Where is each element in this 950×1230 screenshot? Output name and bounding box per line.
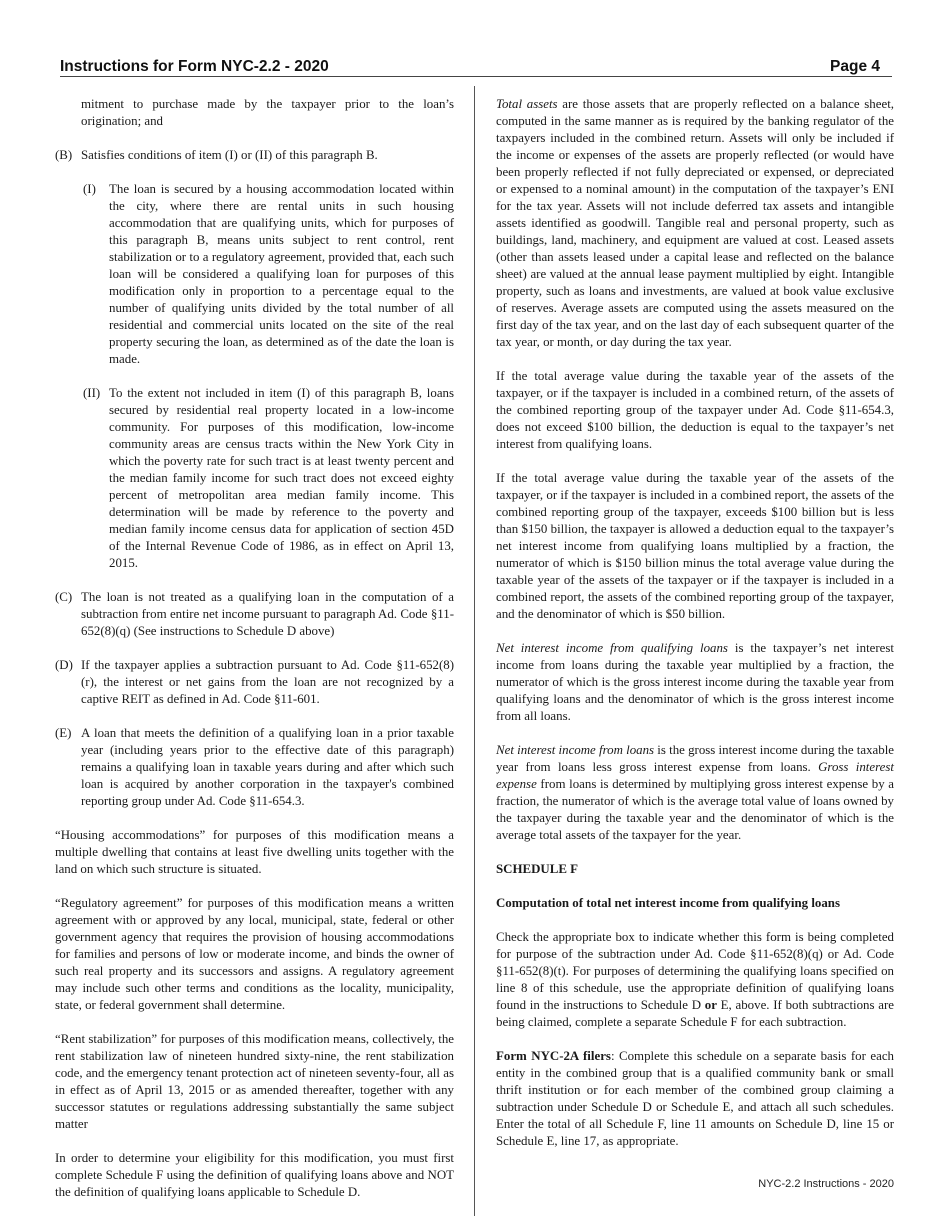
term: Form NYC-2A filers xyxy=(496,1049,611,1063)
item-label: (II) xyxy=(83,386,101,400)
left-column xyxy=(55,96,454,1218)
text: E, above. If both subtractions are being claimed, complete a separate Schedule F for each subtraction. xyxy=(496,998,894,1029)
term: Net interest income from qualifying loans xyxy=(496,641,728,655)
net-interest-loans-paragraph xyxy=(496,742,894,844)
schedule-title: SCHEDULE F xyxy=(496,862,579,876)
check-box-paragraph xyxy=(496,929,894,1031)
header-rule xyxy=(60,76,892,77)
page-header xyxy=(60,58,892,78)
term: Total assets xyxy=(496,97,558,111)
housing-accommodations-paragraph: “Housing accommodations” for purposes of this modification means a multiple dwelling that contains at least five dwelling units together with the land on which such structure is situated. xyxy=(55,828,454,876)
item-label: (C) xyxy=(55,590,73,604)
threshold-150-paragraph: If the total average value during the taxable year of the assets of the taxpayer, or if the taxpayer is included in a combined report, the assets of the combined reporting group of the taxpayer, exceeds $100 billion but is less than $150 billion, the taxpayer is allowed a deduction equal to the taxpayer’s net interest income from qualifying loans multiplied by a fraction, the numerator of which is $150 billion minus the total average value during the taxable year of the assets of the taxpayer or if the taxpayer is included in a combined report, the assets of the combined reporting group of the taxpayer, and the denominator of which is $50 billion. xyxy=(496,471,894,621)
emphasis: or xyxy=(704,998,717,1012)
schedule-subtitle: Computation of total net interest income from qualifying loans xyxy=(496,896,840,910)
item-text: The loan is secured by a housing accommodation located within the city, where there are rental units in such housing accommodation that are qualifying units, which for purposes of this paragraph B, means units subject to rent control, rent stabilization or to a regulatory agreement, provided that, each such loan will be considered a qualifying loan for purposes of this modification only in proportion to a percentage equal to the number of qualifying units divided by the total number of all residential and commercial units located on the site of the real property securing the loan, as determined as of the date the loan is made. xyxy=(109,182,454,366)
item-label: (I) xyxy=(83,182,96,196)
item-text: A loan that meets the definition of a qualifying loan in a prior taxable year (including years prior to the effective date of this paragraph) remains a qualifying loan in taxable years during and after which such loan is acquired by another corporation in the taxpayer's combined reporting group under Ad. Code §11-654.3. xyxy=(81,726,454,808)
threshold-100-paragraph: If the total average value during the taxable year of the assets of the taxpayer, or if the taxpayer is included in a combined return, of the assets of the combined reporting group of the taxpayer under Ad. Code §11-654.3, does not exceed $100 billion, the deduction is equal to the taxpayer’s net interest from qualifying loans. xyxy=(496,369,894,451)
filers-paragraph xyxy=(496,1048,894,1150)
item-b-ii xyxy=(55,385,454,572)
text: from loans is determined by multiplying gross interest expense by a fraction, the numerator of which is the average total value of loans owned by the taxpayer during the taxable year and the denominator of which is the average total assets of the taxpayer for the year. xyxy=(496,777,894,842)
item-a-continuation: mitment to purchase made by the taxpayer prior to the loan’s origination; and xyxy=(81,97,454,128)
text: Check the appropriate box to indicate whether this form is being completed for purpose of the subtraction under Ad. Code §11-652(8)(q) or Ad. Code §11-652(8)(t). For purposes of determining the qualifying loans specified on line 8 of this schedule, use the appropriate definition of qualifying loans found in the instructions to Schedule D xyxy=(496,930,894,1012)
total-assets-paragraph xyxy=(496,96,894,351)
rent-stabilization-paragraph: “Rent stabilization” for purposes of this modification means, collectively, the rent stabilization law of nineteen hundred sixty-nine, the rent stabilization code, and the emergency tenant protection act of nineteen seventy-four, all as in effect as of April 13, 2015 or as amended thereafter, together with any successor statutes or regulations addressing substantially the same subject matter xyxy=(55,1032,454,1131)
column-divider xyxy=(474,86,475,1216)
term: Gross interest expense xyxy=(496,760,894,791)
eligibility-paragraph: In order to determine your eligibility for this modification, you must first complete Schedule F using the definition of qualifying loans above and NOT the definition of qualifying loans applicable to Schedule D. xyxy=(55,1151,454,1199)
item-b xyxy=(55,147,454,164)
term: Net interest income from loans xyxy=(496,743,655,757)
document-title: Instructions for Form NYC-2.2 - 2020 xyxy=(60,58,329,75)
item-b-i xyxy=(55,181,454,368)
item-text: Satisfies conditions of item (I) or (II) of this paragraph B. xyxy=(81,148,378,162)
page-number: Page 4 xyxy=(830,58,880,75)
item-label: (D) xyxy=(55,658,73,672)
item-c xyxy=(55,589,454,640)
item-text: The loan is not treated as a qualifying loan in the computation of a subtraction from entire net income pursuant to paragraph Ad. Code §11-652(8)(q) (See instructions to Schedule D above) xyxy=(81,590,454,638)
item-e xyxy=(55,725,454,810)
item-text: If the taxpayer applies a subtraction pursuant to Ad. Code §11-652(8)(r), the interest or net gains from the loan are not recognized by a captive REIT as defined in Ad. Code §11-601. xyxy=(81,658,454,706)
text: : Complete this schedule on a separate basis for each entity in the combined group that is a qualified community bank or small thrift institution or for each member of the combined group claiming a subtraction under Schedule D or Schedule E, and attach all such schedules. Enter the total of all Schedule F, line 11 amounts on Schedule D, line 15 or Schedule E, line 17, as appropriate. xyxy=(496,1049,895,1148)
text: are those assets that are properly reflected on a balance sheet, computed in the same manner as is required by the banking regulator of the taxpayers included in the combined return. Assets will only be included if the income or expenses of the assets are properly reflected (or would have been properly reflected if not fully depreciated or expensed, or depreciated or expensed to a nominal amount) in the computation of the taxpayer’s ENI for the tax year. Assets will not include deferred tax assets and intangible assets identified as goodwill. Tangible real and personal property, such as buildings, land, machinery, and equipment are valued at cost. Leased assets (other than assets leased under a capital lease and reflected on the balance sheet) are valued at the annual lease payment multiplied by eight. Intangible property, such as loans and investments, are valued at book value exclusive of reserves. Average assets are computed using the assets measured on the first day of the tax year, and on the last day of each subsequent quarter of the tax year, or month, or day during the tax year. xyxy=(496,97,894,349)
net-interest-qualifying-paragraph xyxy=(496,640,894,725)
item-d xyxy=(55,657,454,708)
right-column xyxy=(496,96,894,1167)
item-text: To the extent not included in item (I) of this paragraph B, loans secured by residential real property located in a low-income community. For purposes of this modification, low-income community areas are census tracts within the New York City in which the poverty rate for such tract is at least twenty percent and the median family income for such tract does not exceed eighty percent of metropolitan area median family income. This determination will be made by reference to the poverty and median family income census data for application of section 45D of the Internal Revenue Code of 1986, as in effect on April 13, 2015. xyxy=(109,386,454,570)
text: is the gross interest income during the taxable year from loans less gross interest expense from loans. xyxy=(496,743,894,774)
page-footer: NYC-2.2 Instructions - 2020 xyxy=(758,1178,894,1190)
item-label: (B) xyxy=(55,148,73,162)
regulatory-agreement-paragraph: “Regulatory agreement” for purposes of this modification means a written agreement with or approved by any local, municipal, state, federal or other government agency that requires the provision of housing accommodations for families and persons of low or moderate income, and binds the owner of such real property and its successors and assigns. A regulatory agreement may include such other terms and conditions as the locality, municipality, state, or federal government shall determine. xyxy=(55,896,454,1012)
item-label: (E) xyxy=(55,726,72,740)
schedule-f-heading xyxy=(496,861,894,912)
text: is the taxpayer’s net interest income from loans during the taxable year multiplied by a fraction, the numerator of which is the gross interest income during the taxable year from qualifying loans and the denominator of which is the gross interest income from all loans. xyxy=(496,641,894,723)
